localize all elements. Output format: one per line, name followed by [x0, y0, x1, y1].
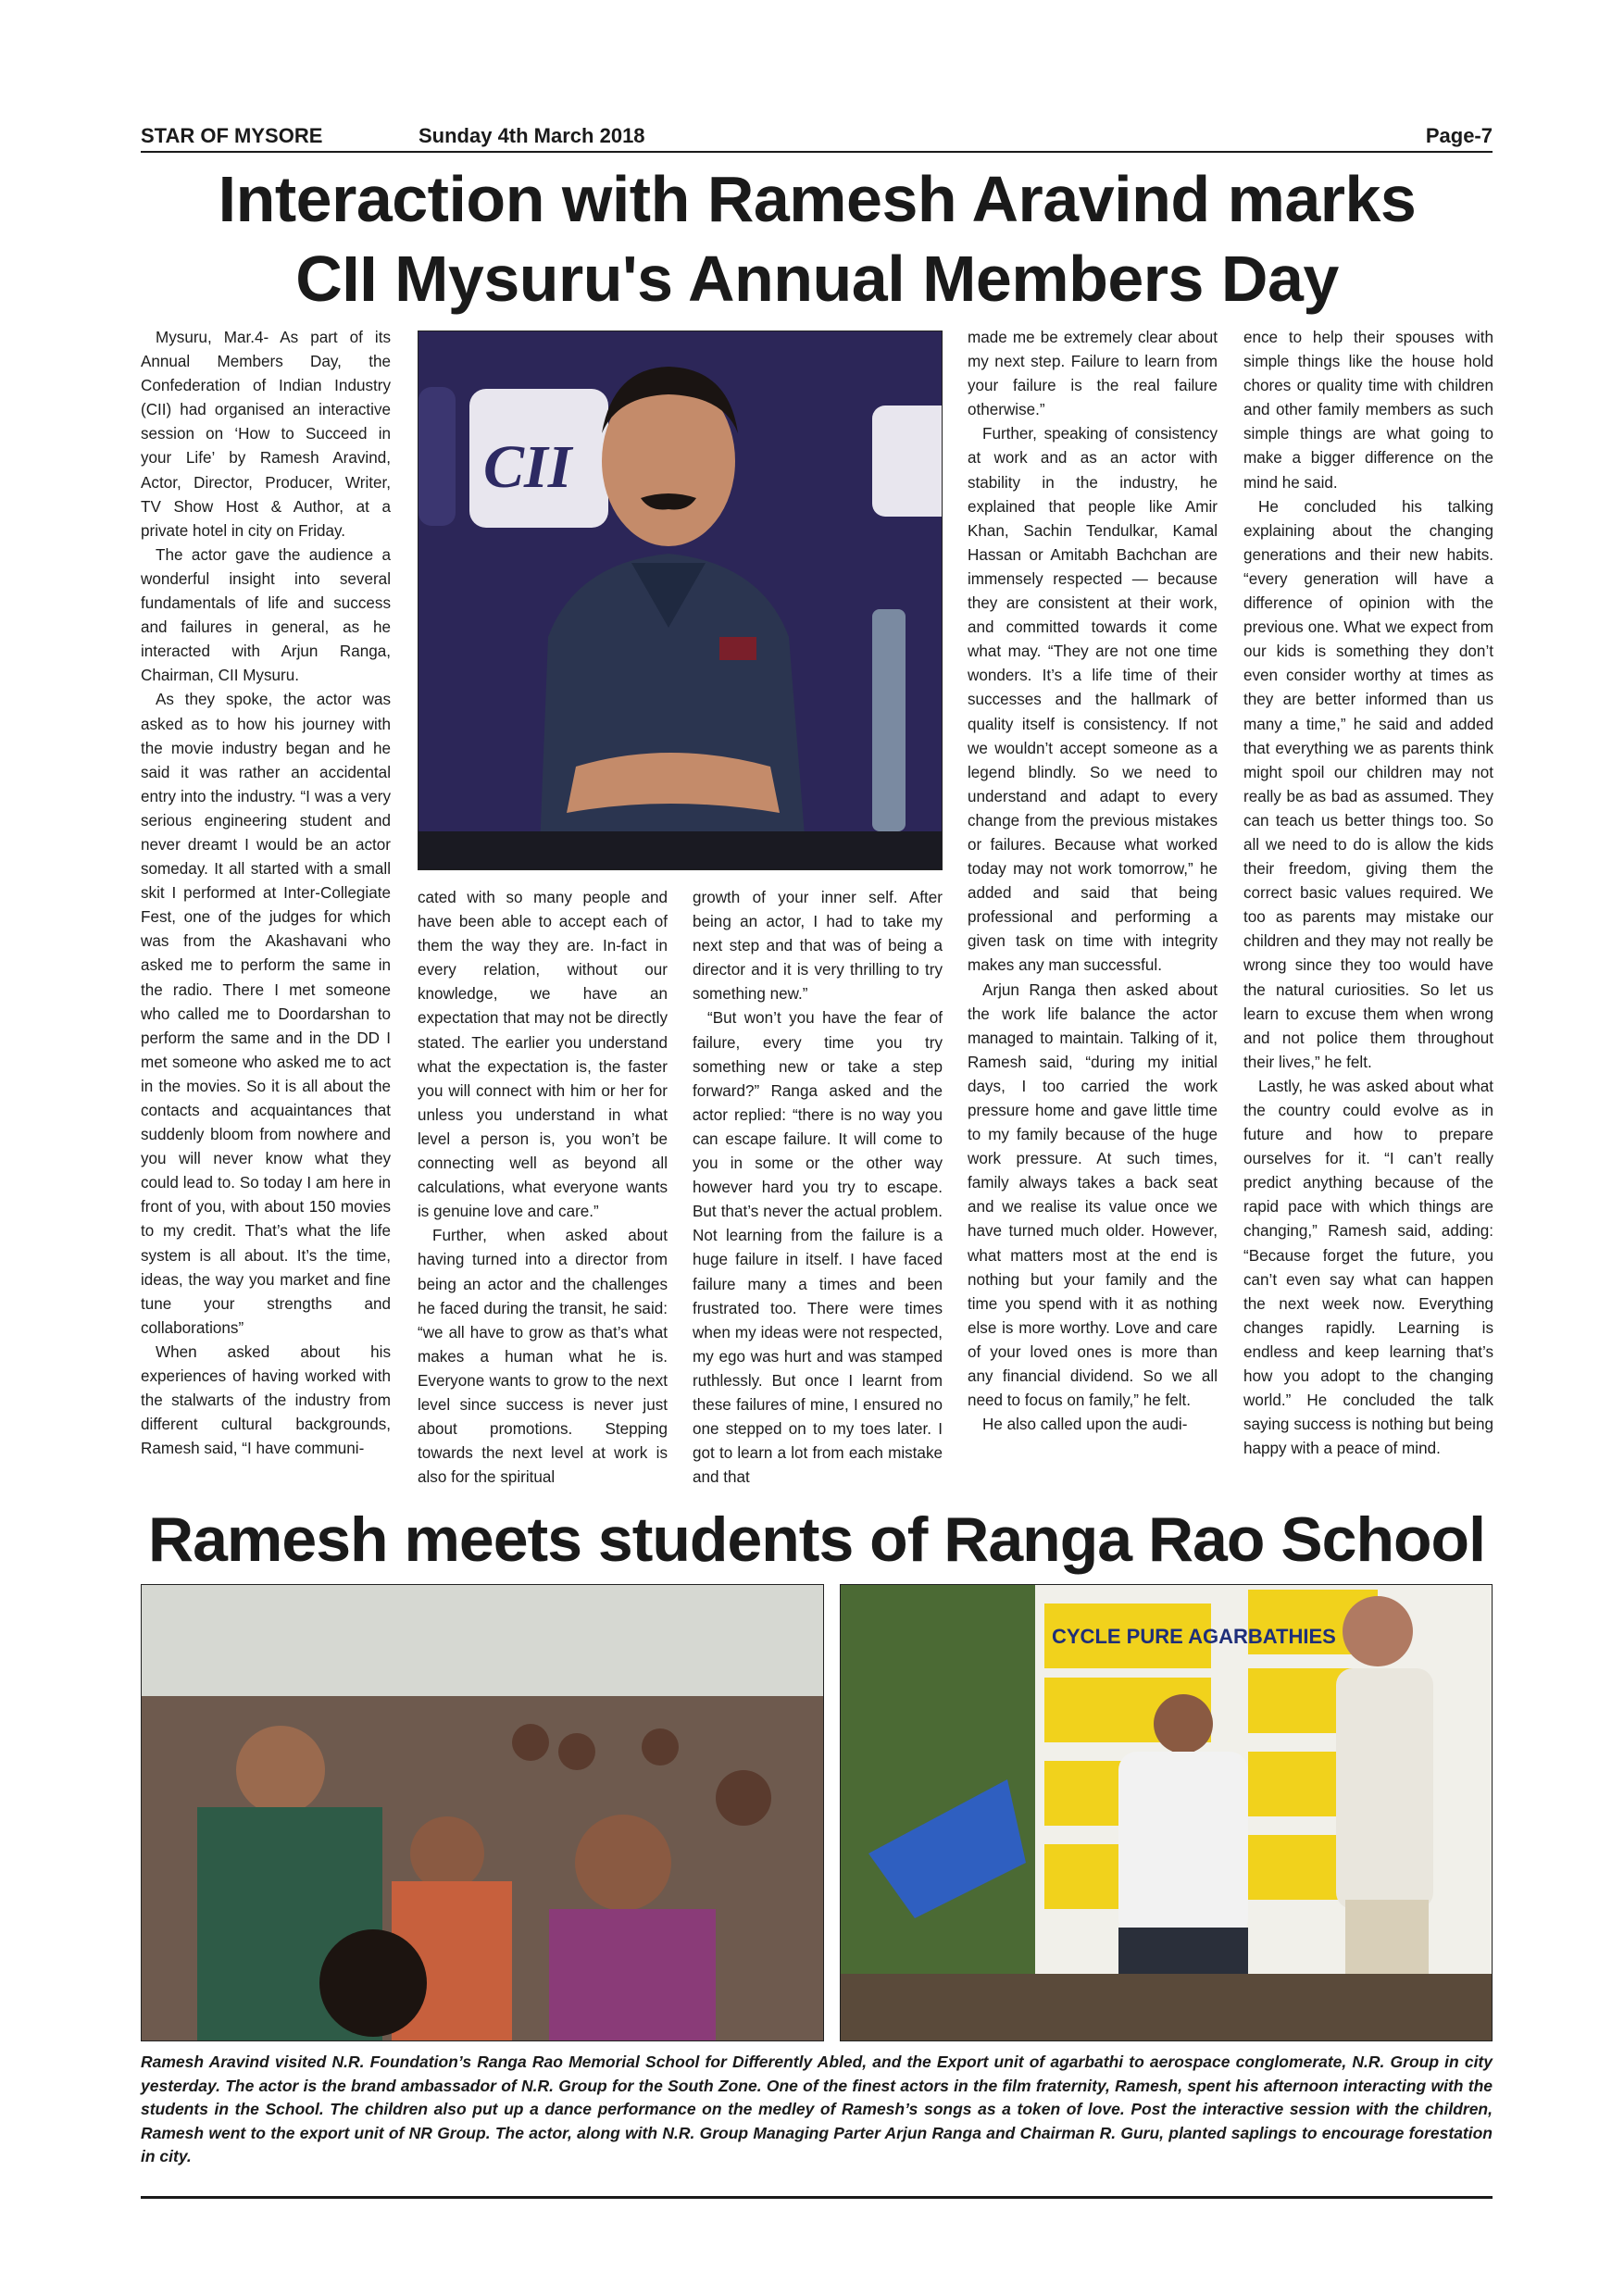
- caption-rule: [141, 2196, 1493, 2199]
- article-column-5: [1243, 326, 1493, 1461]
- issue-date: Sunday 4th March 2018: [418, 124, 645, 147]
- ramesh-aravind-photo: [418, 331, 943, 870]
- paragraph: growth of your inner self. After being an actor, I had to take my next step and that was of being a director and it is very thrilling to try something new.”: [693, 889, 943, 1004]
- paragraph: Arjun Ranga then asked about the work life balance the actor managed to maintain. Talking of it, Ramesh said, “during my initial days, I too carried the work pressure home and gave little time to my family because of the huge work pressure. At such times, family always takes a back seat and we realise its value once we have turned much older. However, what matters most at the end is nothing but your family and the time you spend with it as nothing else is more worthy. Love and care of your loved ones is more than any financial dividend. So we all need to focus on family,” he felt.: [968, 980, 1218, 1410]
- second-headline: Ramesh meets students of Ranga Rao School: [148, 1504, 1485, 1575]
- article-column-1: [141, 326, 391, 1461]
- banner-text: CYCLE PURE AGARBATHIES: [1052, 1625, 1336, 1648]
- paragraph: Lastly, he was asked about what the country could evolve as in future and how to prepare ourselves for it. “I can’t really predict anything because of the rapid pace with which things are changing,” Ramesh said, adding: “Because forget the future, you can’t even say what can happen the next week now. Everything changes rapidly. Learning is endless and keep learning that’s how you adopt to the changing world.” He concluded the talk saying success is nothing but being happy with a peace of mind.: [1243, 1077, 1493, 1458]
- sapling-planting-photo: [840, 1584, 1493, 2041]
- paragraph: The actor gave the audience a wonderful insight into several fundamentals of life and success and failures in general, as he interacted with Arjun Ranga, Chairman, CII Mysuru.: [141, 545, 391, 685]
- paragraph: made me be extremely clear about my next step. Failure to learn from your failure is the real failure otherwise.”: [968, 329, 1218, 419]
- paragraph: cated with so many people and have been able to accept each of them the way they are. In-fact in every relation, without our knowledge, we have an expectation that may not be directly stated. The earlier you understand what the expectation is, the faster you will connect with him or her for unless you understand in what level a person is, you won’t be connecting well as beyond all calculations, what everyone wants is genuine love and care.”: [418, 889, 668, 1221]
- portrait-illustration: [418, 331, 943, 870]
- headline-line-1: Interaction with Ramesh Aravind marks: [218, 163, 1417, 235]
- paper-name: STAR OF MYSORE: [141, 124, 323, 147]
- students-illustration: [142, 1585, 824, 2041]
- headline-line-2: CII Mysuru's Annual Members Day: [295, 243, 1339, 315]
- article-column-2: [418, 886, 668, 1490]
- masthead: [141, 123, 1493, 151]
- photo-caption: Ramesh Aravind visited N.R. Foundation’s Ranga Rao Memorial School for Differently Abled, and the Export unit of agarbathi to aerospace conglomerate, N.R. Group in city yesterday. The actor is the brand ambassador of N.R. Group for the South Zone. One of the finest actors in the film fraternity, Ramesh, spent his afternoon interacting with the students in the School. The children also put up a dance performance on the medley of Ramesh’s songs as a token of love. Post the interactive session with the children, Ramesh went to the export unit of NR Group. The actor, along with N.R. Group Managing Parter Arjun Ranga and Chairman R. Guru, planted saplings to encourage forestation in city.: [141, 2053, 1493, 2165]
- paragraph: Further, speaking of consistency at work and as an actor with stability in the industry, he explained that people like Amir Khan, Sachin Tendulkar, Kamal Hassan or Amitabh Bachchan are immensely respected — because they are consistent at their work, and committed towards it come what may. “They are not one time wonders. It’s a life time of their successes and the hallmark of quality itself is consistency. If not we wouldn’t accept someone as a legend blindly. So we need to understand and adapt to every change from the previous mistakes or failures. Because what worked today may not work tomorrow,” he added and said that being professional and performing a given task on time with integrity makes any man successful.: [968, 425, 1218, 975]
- paragraph: ence to help their spouses with simple things like the house hold chores or quality time with children and other family members as such simple things are what going to make a bigger difference on the mind he said.: [1243, 329, 1493, 492]
- paragraph: When asked about his experiences of having worked with the stalwarts of the industry from different cultural backgrounds, Ramesh said, “I have communi-: [141, 1342, 391, 1458]
- paragraph: Mysuru, Mar.4- As part of its Annual Members Day, the Confederation of Indian Industry (CII) had organised an interactive session on ‘How to Succeed in your Life’ by Ramesh Aravind, Actor, Director, Producer, Writer, TV Show Host & Author, at a private hotel in city on Friday.: [141, 329, 391, 540]
- paragraph: “But won’t you have the fear of failure, every time you try something new or take a step forward?” Ranga asked and the actor replied: “there is no way you can escape failure. It will come to you in some or the other way however hard you try to escape. But that’s never the actual problem. Not learning from the failure is a huge failure in itself. I have faced failure many a times and been frustrated too. There were times when my ideas were not respected, my ego was hurt and was stamped ruthlessly. But once I learnt from these failures of mine, I ensured no one stepped on to my toes later. I got to learn a lot from each mistake and that: [693, 1009, 943, 1487]
- paragraph: Further, when asked about having turned into a director from being an actor and the challenges he faced during the transit, he said: “we all have to grow as that’s what makes a human what he is. Everyone wants to grow to the next level since success is never just about promotions. Stepping towards the next level at work is also for the spiritual: [418, 1227, 668, 1487]
- article-column-4: [968, 326, 1218, 1437]
- article-headline: [130, 159, 1505, 318]
- planting-illustration: [841, 1585, 1493, 2041]
- page-number: Page-7: [1425, 124, 1493, 147]
- cii-logo-text: CII: [483, 433, 572, 501]
- school-students-photo: [141, 1584, 824, 2041]
- paragraph: As they spoke, the actor was asked as to how his journey with the movie industry began and he said it was rather an accidental entry into the industry. “I was a very serious engineering student and never dreamt I would be an actor someday. It all started with a small skit I performed at Inter-Collegiate Fest, one of the judges for which was from the Akashavani who asked me to perform the same in the radio. There I met someone who called me to Doordarshan to perform the same and in the DD I met someone who asked me to act in the movies. So it is all about the contacts and acquaintances that suddenly bloom from nowhere and you will never know what they could lead to. So today I am here in front of you, with about 150 movies to my credit. That’s what the life system is all about. It’s the time, ideas, the way you market and fine tune your strengths and collaborations”: [141, 691, 391, 1337]
- article-column-3: [693, 886, 943, 1490]
- paragraph: He concluded his talking explaining about the changing generations and their new habits. “every generation will have a difference of opinion with the previous one. What we expect from our kids is something they don’t even consider worthy at times as they are better informed than us many a time,” he said and added that everything we as parents think might spoil our children may not really be as bad as assumed. They can teach us better things too. So all we need to do is allow the kids their freedom, giving them the correct basic values required. We too as parents may mistake our children and they may not really be wrong since they too would have the natural curiosities. So let us learn to excuse them when wrong and not police them throughout their lives,” he felt.: [1243, 497, 1493, 1071]
- masthead-rule: [141, 151, 1493, 153]
- paragraph: He also called upon the audi-: [982, 1416, 1188, 1434]
